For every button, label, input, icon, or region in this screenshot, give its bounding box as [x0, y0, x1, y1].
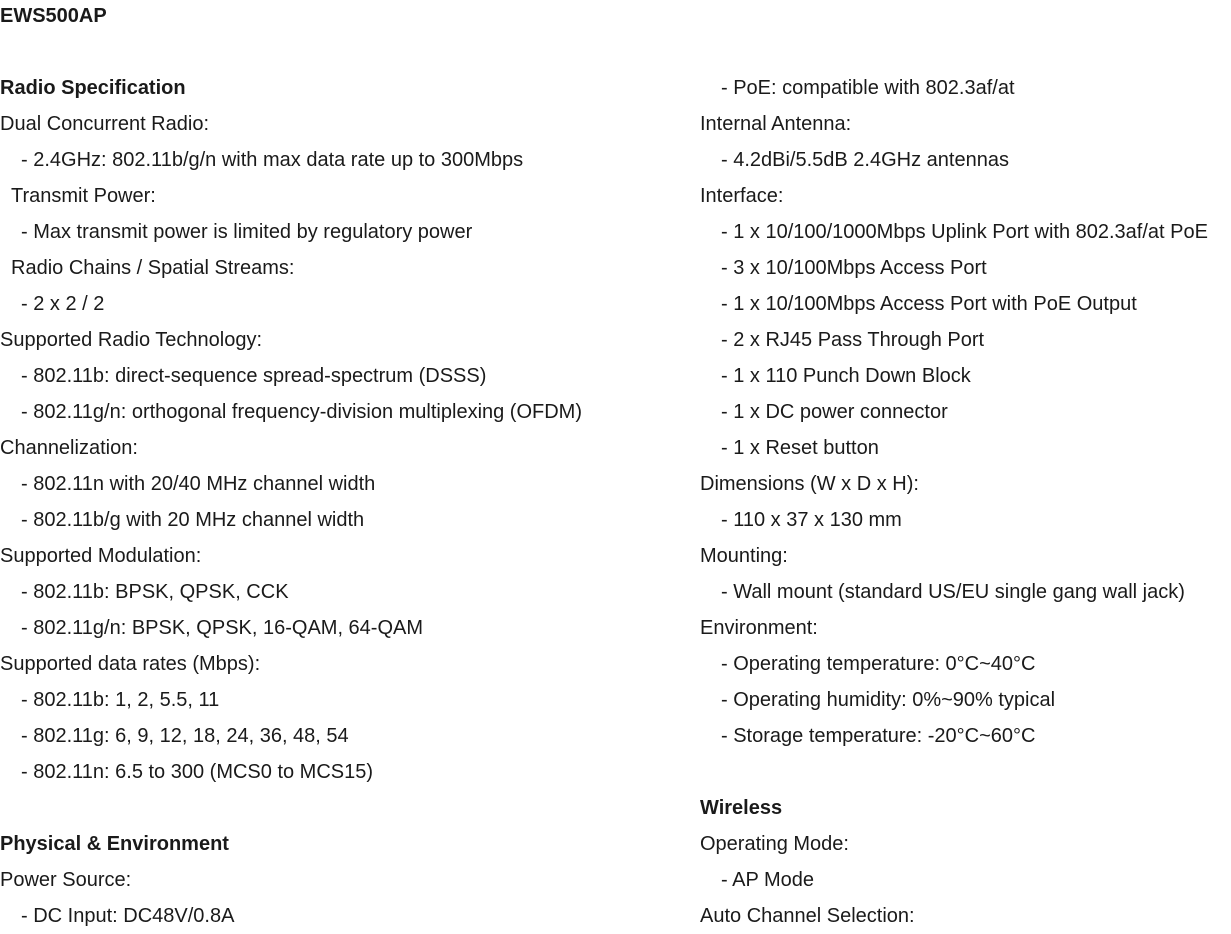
spec-item: - 1 x 110 Punch Down Block	[721, 365, 971, 387]
document-title: EWS500AP	[0, 5, 107, 27]
section-heading: Physical & Environment	[0, 833, 229, 855]
spec-item: - 4.2dBi/5.5dB 2.4GHz antennas	[721, 149, 1009, 171]
spec-label: Mounting:	[700, 545, 788, 567]
spec-item: - DC Input: DC48V/0.8A	[21, 905, 235, 927]
spec-item: - AP Mode	[721, 869, 815, 891]
spec-item: - 802.11b: BPSK, QPSK, CCK	[21, 581, 289, 603]
spec-label: Operating Mode:	[700, 833, 849, 855]
spec-label: Supported Radio Technology:	[0, 329, 263, 351]
spec-item: - 802.11b: 1, 2, 5.5, 11	[21, 689, 220, 711]
spec-item: - Storage temperature: -20°C~60°C	[721, 725, 1036, 747]
spec-item: - 802.11n: 6.5 to 300 (MCS0 to MCS15)	[21, 761, 374, 783]
left-column	[0, 34, 690, 934]
blank-line	[0, 34, 690, 70]
spec-item: - 1 x Reset button	[721, 437, 879, 459]
spec-item: - 802.11g/n: orthogonal frequency-division multiplexing (OFDM)	[21, 401, 583, 423]
spec-item: - 802.11g: 6, 9, 12, 18, 24, 36, 48, 54	[21, 725, 349, 747]
spec-item: - Max transmit power is limited by regulatory power	[21, 221, 473, 243]
blank-line	[0, 790, 690, 826]
blank-line	[700, 754, 1231, 790]
spec-item: - 110 x 37 x 130 mm	[721, 509, 902, 531]
spec-item: - 802.11b/g with 20 MHz channel width	[21, 509, 365, 531]
spec-sublabel: Transmit Power:	[11, 185, 156, 207]
spec-label: Dimensions (W x D x H):	[700, 473, 919, 495]
spec-item: - 1 x DC power connector	[721, 401, 948, 423]
spec-item: - 802.11n with 20/40 MHz channel width	[21, 473, 376, 495]
spec-label: Dual Concurrent Radio:	[0, 113, 209, 135]
spec-item: - 1 x 10/100/1000Mbps Uplink Port with 802.3af/at PoE	[721, 221, 1208, 243]
spec-label: Environment:	[700, 617, 818, 639]
spec-item: - 1 x 10/100Mbps Access Port with PoE Output	[721, 293, 1137, 315]
spec-item: - 802.11b: direct-sequence spread-spectrum (DSSS)	[21, 365, 487, 387]
spec-item: - 2 x RJ45 Pass Through Port	[721, 329, 985, 351]
section-heading: Radio Specification	[0, 77, 186, 99]
spec-label: Internal Antenna:	[700, 113, 852, 135]
spec-label: Supported Modulation:	[0, 545, 202, 567]
spec-item: - Operating temperature: 0°C~40°C	[721, 653, 1036, 675]
spec-item: - 2.4GHz: 802.11b/g/n with max data rate up to 300Mbps	[21, 149, 524, 171]
spec-label: Auto Channel Selection:	[700, 905, 915, 927]
right-column	[700, 70, 1231, 934]
spec-item: - 802.11g/n: BPSK, QPSK, 16-QAM, 64-QAM	[21, 617, 424, 639]
spec-label: Interface:	[700, 185, 784, 207]
spec-item: - PoE: compatible with 802.3af/at	[721, 77, 1015, 99]
spec-item: - 2 x 2 / 2	[21, 293, 105, 315]
spec-sublabel: Radio Chains / Spatial Streams:	[11, 257, 295, 279]
spec-item: - Operating humidity: 0%~90% typical	[721, 689, 1056, 711]
spec-label: Supported data rates (Mbps):	[0, 653, 261, 675]
spec-label: Power Source:	[0, 869, 132, 891]
spec-item: - Wall mount (standard US/EU single gang wall jack)	[721, 581, 1185, 603]
section-heading: Wireless	[700, 797, 783, 819]
spec-label: Channelization:	[0, 437, 138, 459]
spec-item: - 3 x 10/100Mbps Access Port	[721, 257, 987, 279]
